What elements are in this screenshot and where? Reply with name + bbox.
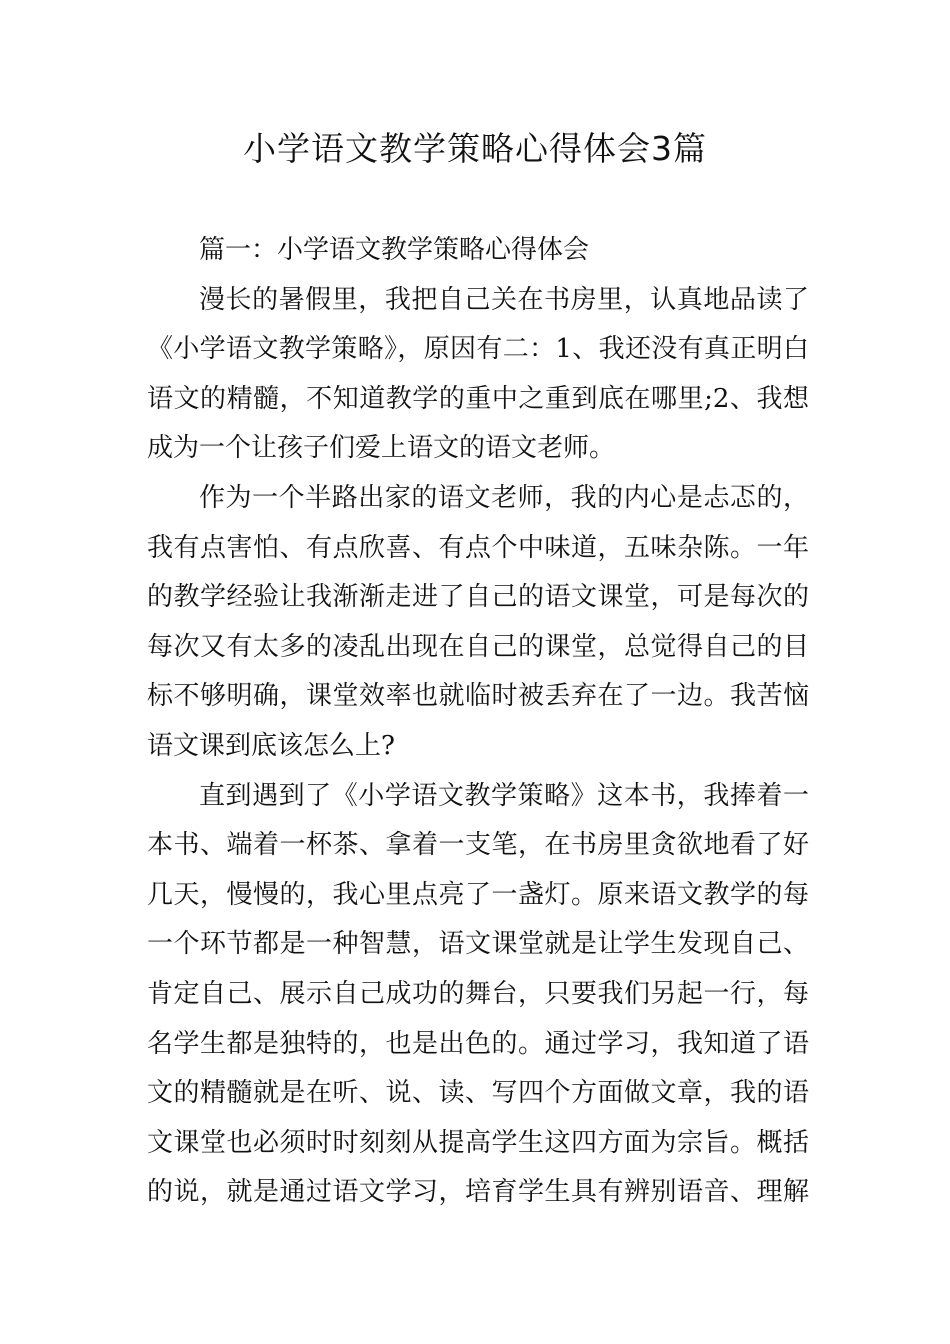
paragraph-3-line-9: 的说，就是通过语文学习，培育学生具有辨别语音、理解 (147, 1177, 809, 1208)
paragraph-3-line-3: 几天，慢慢的，我心里点亮了一盏灯。原来语文教学的每 (147, 879, 809, 910)
paragraph-3-line-1: 直到遇到了《小学语文教学策略》这本书，我捧着一 (199, 780, 809, 811)
paragraph-2-line-2: 我有点害怕、有点欣喜、有点个中味道，五味杂陈。一年 (147, 532, 809, 563)
paragraph-3-line-2: 本书、端着一杯茶、拿着一支笔，在书房里贪欲地看了好 (147, 830, 809, 861)
paragraph-1-line-2: 《小学语文教学策略》，原因有二：1、我还没有真正明白 (147, 334, 809, 365)
paragraph-3-line-6: 名学生都是独特的，也是出色的。通过学习，我知道了语 (147, 1028, 809, 1059)
paragraph-3-line-4: 一个环节都是一种智慧，语文课堂就是让学生发现自己、 (147, 929, 809, 960)
document-title: 小学语文教学策略心得体会3篇 (243, 129, 707, 168)
document-body (147, 226, 809, 1218)
paragraph-3-line-5: 肯定自己、展示自己成功的舞台，只要我们另起一行，每 (147, 978, 809, 1009)
paragraph-2-line-6: 语文课到底该怎么上? (147, 730, 395, 761)
paragraph-1-line-1: 漫长的暑假里，我把自己关在书房里，认真地品读了 (199, 284, 809, 315)
paragraph-2-line-3: 的教学经验让我渐渐走进了自己的语文课堂，可是每次的 (147, 582, 809, 613)
paragraph-1-line-4: 成为一个让孩子们爱上语文的语文老师。 (147, 433, 616, 464)
paragraph-3-line-8: 文课堂也必须时时刻刻从提高学生这四方面为宗旨。概括 (147, 1127, 809, 1158)
paragraph-1-line-3: 语文的精髓，不知道教学的重中之重到底在哪里;2、我想 (147, 383, 809, 414)
paragraph-2-line-4: 每次又有太多的凌乱出现在自己的课堂，总觉得自己的目 (147, 631, 809, 662)
paragraph-2-line-1: 作为一个半路出家的语文老师，我的内心是忐忑的， (199, 482, 809, 513)
paragraph-3-line-7: 文的精髓就是在听、说、读、写四个方面做文章，我的语 (147, 1078, 809, 1109)
paragraph-2-line-5: 标不够明确，课堂效率也就临时被丢弃在了一边。我苦恼 (147, 681, 809, 712)
section-heading: 篇一：小学语文教学策略心得体会 (199, 235, 590, 265)
